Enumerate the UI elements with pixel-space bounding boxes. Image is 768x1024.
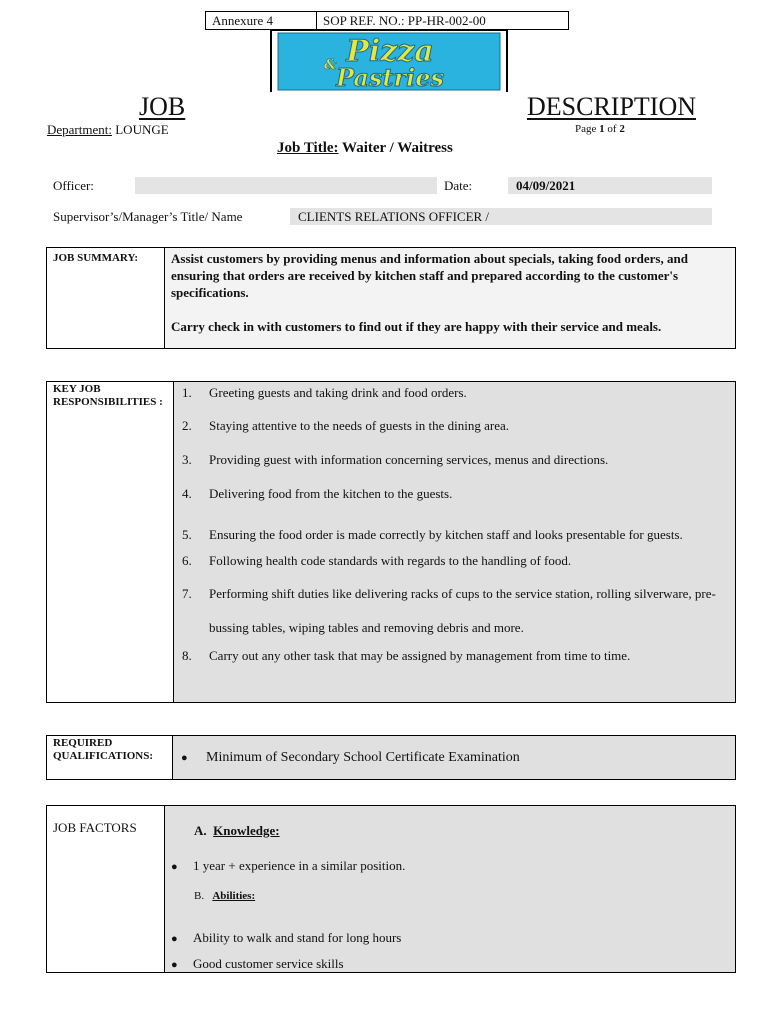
item-number: 2. [182,418,192,433]
abilities-letter: B. [194,890,205,902]
job-factors-content [165,806,735,972]
job-title-label: Job Title: [277,140,339,156]
page-number [575,123,625,135]
bullet-icon: ● [171,959,178,971]
abilities-heading [194,890,255,902]
summary-paragraph: Assist customers by providing menus and information about specials, taking food orders, and ensuring that orders are received by kitchen staff and prepared according to the customer's specifications. [171,251,688,300]
qualifications-label: REQUIRED QUALIFICATIONS: [47,736,173,779]
job-factors-label: JOB FACTORS [47,806,165,972]
title-description: DESCRIPTION [527,92,697,121]
officer-field[interactable] [135,177,437,194]
responsibilities-section [46,381,736,703]
page-current: 1 [599,123,605,135]
department-line [47,122,169,138]
responsibilities-list [182,384,735,664]
abilities-title: Abilities: [212,890,256,902]
knowledge-title: Knowledge: [213,823,280,838]
department-label: Department: [47,122,112,137]
list-item [182,518,735,552]
item-number: 1. [182,385,192,400]
job-summary-content [165,248,735,348]
responsibilities-label: KEY JOB RESPONSIBILITIES : [47,382,174,702]
qualifications-section [46,735,736,780]
list-item [182,552,735,569]
svg-text:Pizza: Pizza [346,34,434,69]
item-text: Greeting guests and taking drink and food orders. [209,385,467,400]
list-item [182,577,735,645]
page-of: of [607,123,617,135]
bullet-icon: ● [181,752,188,764]
supervisor-field[interactable]: CLIENTS RELATIONS OFFICER / [290,208,712,225]
date-label: Date: [444,178,473,193]
sop-reference: SOP REF. NO.: PP-HR-002-00 [316,12,492,29]
company-logo [270,30,508,92]
responsibilities-content [174,382,735,702]
job-title-value: Waiter / Waitress [342,140,453,156]
officer-label: Officer: [53,178,94,193]
item-text: Carry out any other task that may be assigned by management from time to time. [209,648,631,663]
svg-text:&: & [324,57,337,73]
department-value: LOUNGE [115,122,169,137]
job-title [277,140,453,157]
job-summary-section [46,247,736,349]
item-text: Delivering food from the kitchen to the guests. [209,486,453,501]
item-text: Following health code standards with regards to the handling of food. [209,553,572,568]
list-item [171,930,401,946]
qualifications-content [173,736,735,779]
item-text: Providing guest with information concerning services, menus and directions. [209,452,609,467]
list-item [171,956,344,972]
item-number: 3. [182,452,192,467]
summary-paragraph: Carry check in with customers to find out if they are happy with their service and meals. [171,319,662,334]
bullet-icon: ● [171,861,178,873]
knowledge-item [171,858,405,874]
knowledge-item-text: 1 year + experience in a similar position. [193,858,406,873]
list-item [182,485,735,502]
supervisor-label: Supervisor’s/Manager’s Title/ Name [53,209,243,224]
job-factors-section [46,805,736,973]
item-text: Ensuring the food order is made correctly by kitchen staff and looks presentable for guests. [209,527,683,542]
page-prefix: Page [575,123,597,135]
title-job: JOB [139,92,186,121]
ability-text: Ability to walk and stand for long hours [193,930,402,945]
knowledge-heading [194,823,280,839]
bullet-icon: ● [171,933,178,945]
list-item [182,384,735,401]
item-number: 8. [182,648,192,663]
list-item [182,451,735,468]
knowledge-letter: A. [194,823,207,838]
item-text: Staying attentive to the needs of guests in the dining area. [209,418,510,433]
date-field[interactable]: 04/09/2021 [508,177,712,194]
annexure-label: Annexure 4 [212,13,274,28]
item-number: 7. [182,586,192,601]
job-summary-label: JOB SUMMARY: [47,248,165,348]
svg-text:Pastries: Pastries [335,63,445,92]
list-item [182,647,735,664]
item-text: Performing shift duties like delivering racks of cups to the service station, rolling silverware, pre-bussing tables, wiping tables and removing debris and more. [209,586,716,635]
item-number: 6. [182,553,192,568]
qualification-item: Minimum of Secondary School Certificate Examination [206,750,520,765]
list-item [182,417,735,434]
document-reference-box [205,11,569,30]
item-number: 4. [182,486,192,501]
item-number: 5. [182,527,192,542]
page-total: 2 [619,123,625,135]
ability-text: Good customer service skills [193,956,344,971]
